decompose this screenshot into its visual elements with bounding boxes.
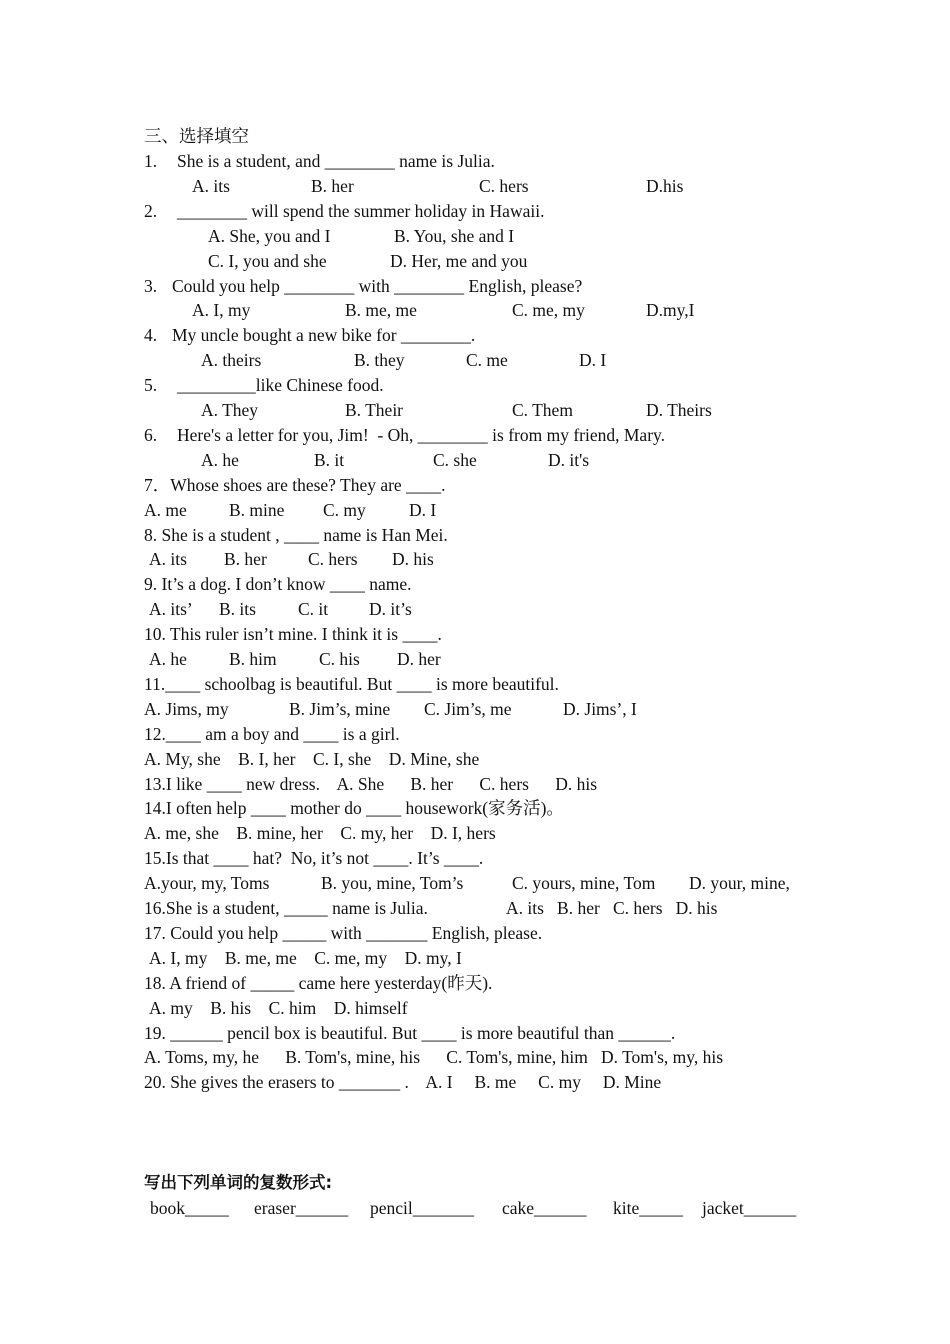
line-text: 18. A friend of _____ came here yesterday(昨天). bbox=[144, 972, 493, 993]
line-text: 2. bbox=[144, 200, 158, 221]
line-text: A. its B. her C. hers D. his bbox=[506, 898, 718, 918]
line-text: B. You, she and I bbox=[394, 225, 515, 246]
line-text: 17. Could you help _____ with _______ English, please. bbox=[144, 922, 543, 943]
line-text: D. Theirs bbox=[646, 400, 712, 420]
section-title-text: 三、选择填空 bbox=[144, 126, 249, 146]
plural-word: book_____ bbox=[150, 1198, 229, 1218]
line-text: 15.Is that ____ hat? No, it’s not ____. It’s ____. bbox=[144, 848, 484, 869]
line-text: C. me bbox=[466, 350, 508, 371]
line-text: 4. bbox=[144, 325, 158, 346]
line-text: A.your, my, Toms bbox=[144, 873, 270, 894]
line-text: B. you, mine, Tom’s bbox=[321, 873, 464, 894]
plural-word: pencil_______ bbox=[370, 1198, 475, 1218]
line-text: C. Jim’s, me bbox=[424, 698, 512, 719]
line-text: _________like Chinese food. bbox=[177, 375, 384, 396]
line-text: 9. It’s a dog. I don’t know ____ name. bbox=[144, 574, 412, 595]
line-text: 11.____ schoolbag is beautiful. But ____ is more beautiful. bbox=[144, 673, 559, 694]
line-text: B. me, me bbox=[345, 300, 417, 321]
line-text: 20. She gives the erasers to _______ . A. I B. me C. my D. Mine bbox=[144, 1072, 662, 1093]
line-text: C. hers bbox=[308, 549, 358, 570]
section-title bbox=[0, 125, 249, 147]
line-text: A. She, you and I bbox=[208, 225, 331, 246]
line-text: A. its’ bbox=[149, 599, 193, 620]
line-text: A. he bbox=[201, 449, 239, 470]
plural-title-text: 写出下列单词的复数形式: bbox=[144, 1173, 333, 1192]
line-text: B. mine bbox=[229, 499, 285, 520]
line-text: D. Jims’, I bbox=[563, 698, 637, 719]
line-text: 16.She is a student, _____ name is Julia. bbox=[144, 898, 428, 918]
line-text: C. his bbox=[319, 649, 360, 669]
line-text: 12.____ am a boy and ____ is a girl. bbox=[144, 723, 400, 744]
line-text: 14.I often help ____ mother do ____ housework(家务活)。 bbox=[144, 798, 564, 819]
line-text: B. they bbox=[354, 350, 405, 371]
line-text: C. I, you and she bbox=[208, 250, 327, 271]
line-text: C. it bbox=[298, 599, 329, 620]
line-text: A. he bbox=[149, 649, 187, 669]
line-text: ________ will spend the summer holiday in Hawaii. bbox=[177, 200, 545, 221]
line-text: 1. bbox=[144, 151, 158, 171]
line-text: C. Them bbox=[512, 400, 573, 420]
line-text: A. me bbox=[144, 499, 187, 520]
line-text: A. I, my B. me, me C. me, my D. my, I bbox=[149, 947, 462, 968]
line-text: A. theirs bbox=[201, 350, 262, 371]
line-text: D. it's bbox=[548, 449, 590, 470]
line-text: D. it’s bbox=[369, 599, 412, 620]
line-text: C. my bbox=[323, 499, 366, 520]
line-text: A. Toms, my, he B. Tom's, mine, his C. Tom's, mine, him D. Tom's, my, his bbox=[144, 1047, 724, 1068]
line-text: Could you help ________ with ________ English, please? bbox=[172, 275, 583, 296]
line-text: D.my,I bbox=[646, 300, 695, 321]
line-text: B. it bbox=[314, 449, 345, 470]
line-text: C. hers bbox=[479, 175, 529, 196]
line-text: 10. This ruler isn’t mine. I think it is ____. bbox=[144, 624, 442, 645]
line-text: A. They bbox=[201, 400, 259, 420]
line-text: A. me, she B. mine, her C. my, her D. I, hers bbox=[144, 823, 496, 844]
line-text: D. Her, me and you bbox=[390, 250, 528, 271]
line-text: D. her bbox=[397, 649, 441, 669]
line-text: B. Their bbox=[345, 400, 404, 420]
line-text: B. him bbox=[229, 649, 277, 669]
line-text: B. her bbox=[311, 175, 354, 196]
line-text: 3. bbox=[144, 275, 158, 296]
plural-title bbox=[0, 1172, 333, 1194]
line-text: B. Jim’s, mine bbox=[289, 698, 391, 719]
line-text: She is a student, and ________ name is Julia. bbox=[177, 151, 495, 171]
line-text: D. his bbox=[392, 549, 434, 570]
line-text: D.his bbox=[646, 175, 684, 196]
line-text: 6. bbox=[144, 424, 158, 445]
line-text: 5. bbox=[144, 375, 158, 396]
line-text: 8. She is a student , ____ name is Han Mei. bbox=[144, 524, 448, 545]
plural-word: jacket______ bbox=[702, 1198, 797, 1218]
line-text: C. yours, mine, Tom bbox=[512, 873, 656, 894]
plural-word: kite_____ bbox=[613, 1198, 683, 1218]
line-text: A. my B. his C. him D. himself bbox=[149, 997, 408, 1018]
plural-word: cake______ bbox=[502, 1198, 587, 1218]
line-text: Here's a letter for you, Jim! - Oh, ________ is from my friend, Mary. bbox=[177, 424, 666, 445]
line-text: 13.I like ____ new dress. A. She B. her C. hers D. his bbox=[144, 773, 598, 794]
line-text: A. Jims, my bbox=[144, 698, 229, 719]
line-text: My uncle bought a new bike for ________. bbox=[172, 325, 476, 346]
line-text: C. she bbox=[433, 449, 477, 470]
line-text: D. your, mine, bbox=[689, 873, 790, 894]
plural-word: eraser______ bbox=[254, 1198, 349, 1218]
line-text: A. its bbox=[149, 549, 187, 570]
line-text: B. its bbox=[219, 599, 256, 620]
line-text: B. her bbox=[224, 549, 267, 570]
line-text: C. me, my bbox=[512, 300, 585, 321]
line-text: D. I bbox=[579, 350, 607, 371]
line-text: A. its bbox=[192, 175, 230, 196]
line-text: D. I bbox=[409, 499, 437, 520]
line-text: 7．Whose shoes are these? They are ____. bbox=[144, 474, 446, 495]
line-text: A. I, my bbox=[192, 300, 251, 321]
line-text: 19. ______ pencil box is beautiful. But ____ is more beautiful than ______. bbox=[144, 1022, 676, 1043]
line-text: A. My, she B. I, her C. I, she D. Mine, she bbox=[144, 748, 480, 769]
